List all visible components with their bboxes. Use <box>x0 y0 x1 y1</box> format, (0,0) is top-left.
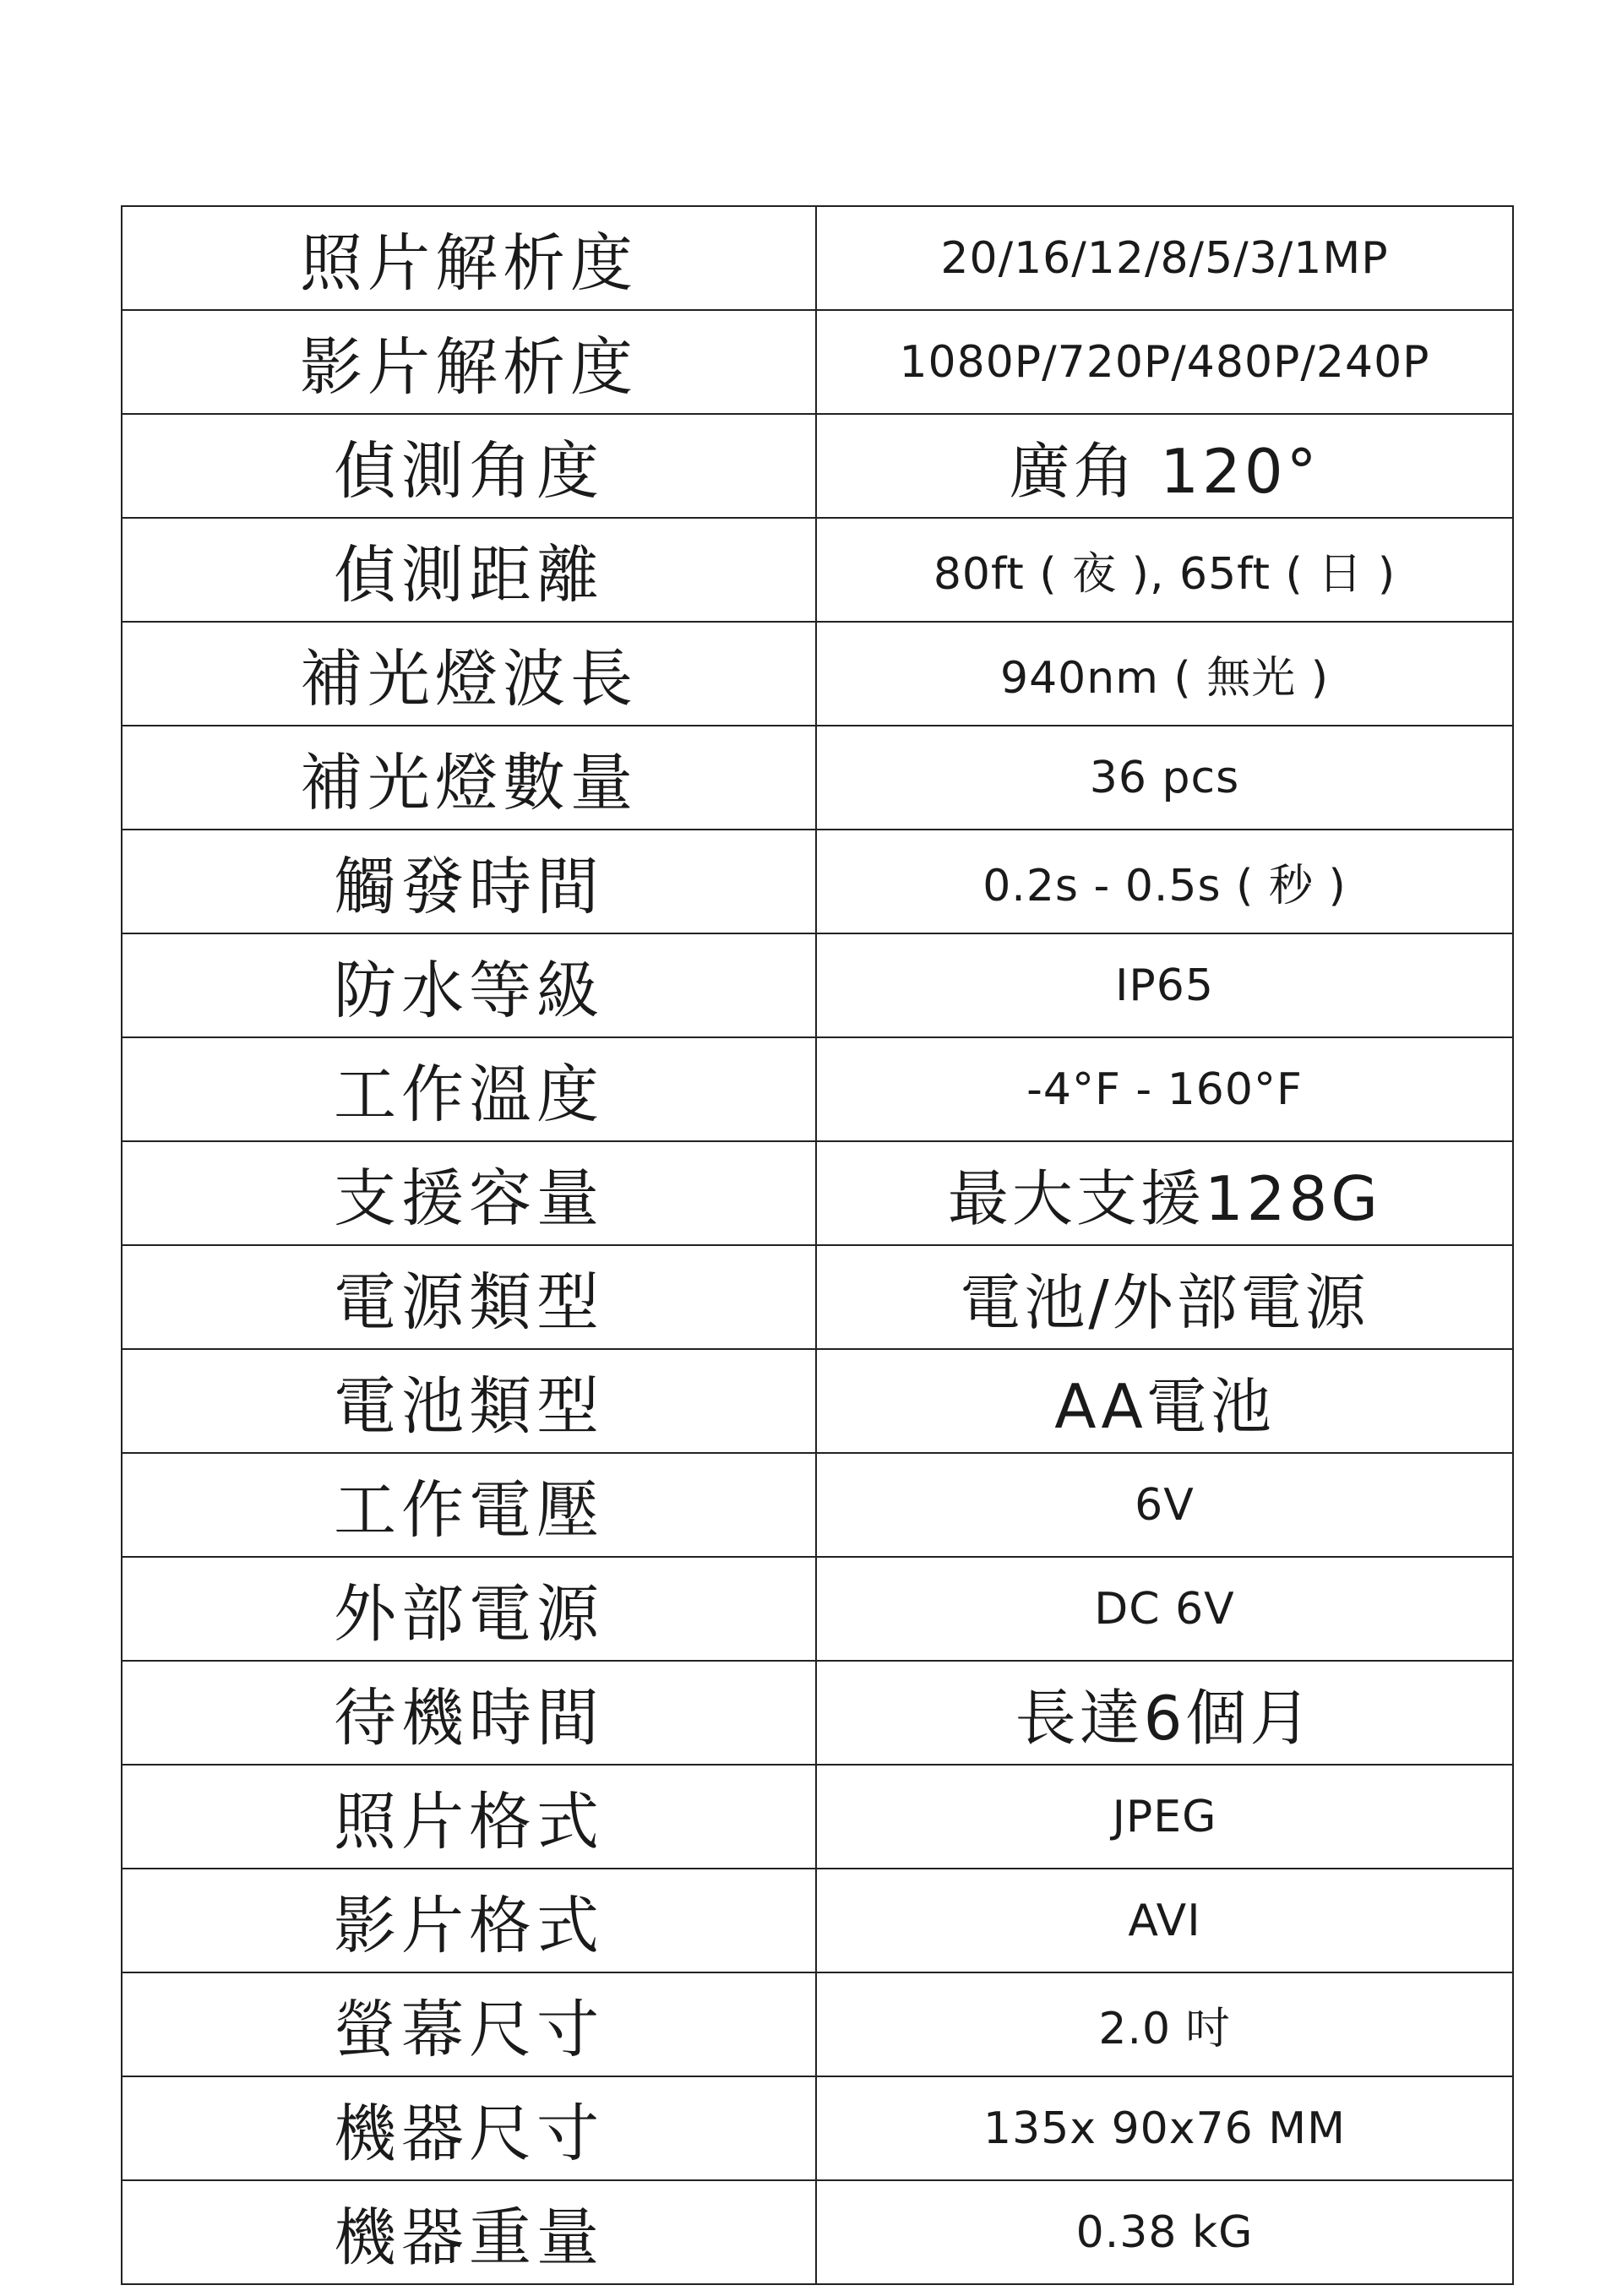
spec-label: 偵測角度 <box>122 414 816 518</box>
spec-row <box>122 1349 1513 1453</box>
spec-value: 0.2s - 0.5s ( 秒 ) <box>816 830 1513 933</box>
spec-value: 6V <box>816 1453 1513 1557</box>
spec-label: 工作電壓 <box>122 1453 816 1557</box>
spec-row <box>122 310 1513 414</box>
spec-row <box>122 1453 1513 1557</box>
spec-value: 最大支援128G <box>816 1141 1513 1245</box>
spec-row <box>122 2076 1513 2180</box>
spec-label: 觸發時間 <box>122 830 816 933</box>
spec-value: -4°F - 160°F <box>816 1037 1513 1141</box>
spec-row <box>122 1972 1513 2076</box>
spec-value: DC 6V <box>816 1557 1513 1661</box>
spec-label: 照片格式 <box>122 1765 816 1869</box>
spec-value: 0.38 kG <box>816 2180 1513 2284</box>
spec-label: 偵測距離 <box>122 518 816 622</box>
spec-label: 機器重量 <box>122 2180 816 2284</box>
spec-row <box>122 1557 1513 1661</box>
spec-row <box>122 933 1513 1037</box>
spec-value: IP65 <box>816 933 1513 1037</box>
spec-table-body <box>122 206 1513 2284</box>
spec-row <box>122 1141 1513 1245</box>
spec-row <box>122 206 1513 310</box>
spec-value: 36 pcs <box>816 726 1513 830</box>
spec-row <box>122 622 1513 726</box>
spec-row <box>122 1765 1513 1869</box>
spec-value: 1080P/720P/480P/240P <box>816 310 1513 414</box>
spec-row <box>122 414 1513 518</box>
spec-table <box>121 205 1514 2285</box>
spec-label: 機器尺寸 <box>122 2076 816 2180</box>
spec-value: JPEG <box>816 1765 1513 1869</box>
spec-value: AVI <box>816 1869 1513 1972</box>
spec-label: 防水等級 <box>122 933 816 1037</box>
spec-label: 照片解析度 <box>122 206 816 310</box>
spec-value: AA電池 <box>816 1349 1513 1453</box>
spec-label: 支援容量 <box>122 1141 816 1245</box>
spec-label: 工作溫度 <box>122 1037 816 1141</box>
spec-label: 螢幕尺寸 <box>122 1972 816 2076</box>
spec-label: 影片解析度 <box>122 310 816 414</box>
spec-label: 電源類型 <box>122 1245 816 1349</box>
spec-label: 補光燈波長 <box>122 622 816 726</box>
spec-row <box>122 518 1513 622</box>
spec-value: 長達6個月 <box>816 1661 1513 1765</box>
spec-row <box>122 1037 1513 1141</box>
spec-label: 影片格式 <box>122 1869 816 1972</box>
spec-value: 135x 90x76 MM <box>816 2076 1513 2180</box>
spec-row <box>122 1661 1513 1765</box>
spec-value: 80ft ( 夜 ), 65ft ( 日 ) <box>816 518 1513 622</box>
spec-value: 電池/外部電源 <box>816 1245 1513 1349</box>
spec-row <box>122 1869 1513 1972</box>
spec-row <box>122 726 1513 830</box>
spec-label: 外部電源 <box>122 1557 816 1661</box>
spec-row <box>122 2180 1513 2284</box>
spec-row <box>122 830 1513 933</box>
spec-value: 2.0 吋 <box>816 1972 1513 2076</box>
spec-label: 待機時間 <box>122 1661 816 1765</box>
spec-row <box>122 1245 1513 1349</box>
spec-value: 廣角 120° <box>816 414 1513 518</box>
spec-value: 20/16/12/8/5/3/1MP <box>816 206 1513 310</box>
spec-value: 940nm ( 無光 ) <box>816 622 1513 726</box>
spec-label: 電池類型 <box>122 1349 816 1453</box>
spec-label: 補光燈數量 <box>122 726 816 830</box>
